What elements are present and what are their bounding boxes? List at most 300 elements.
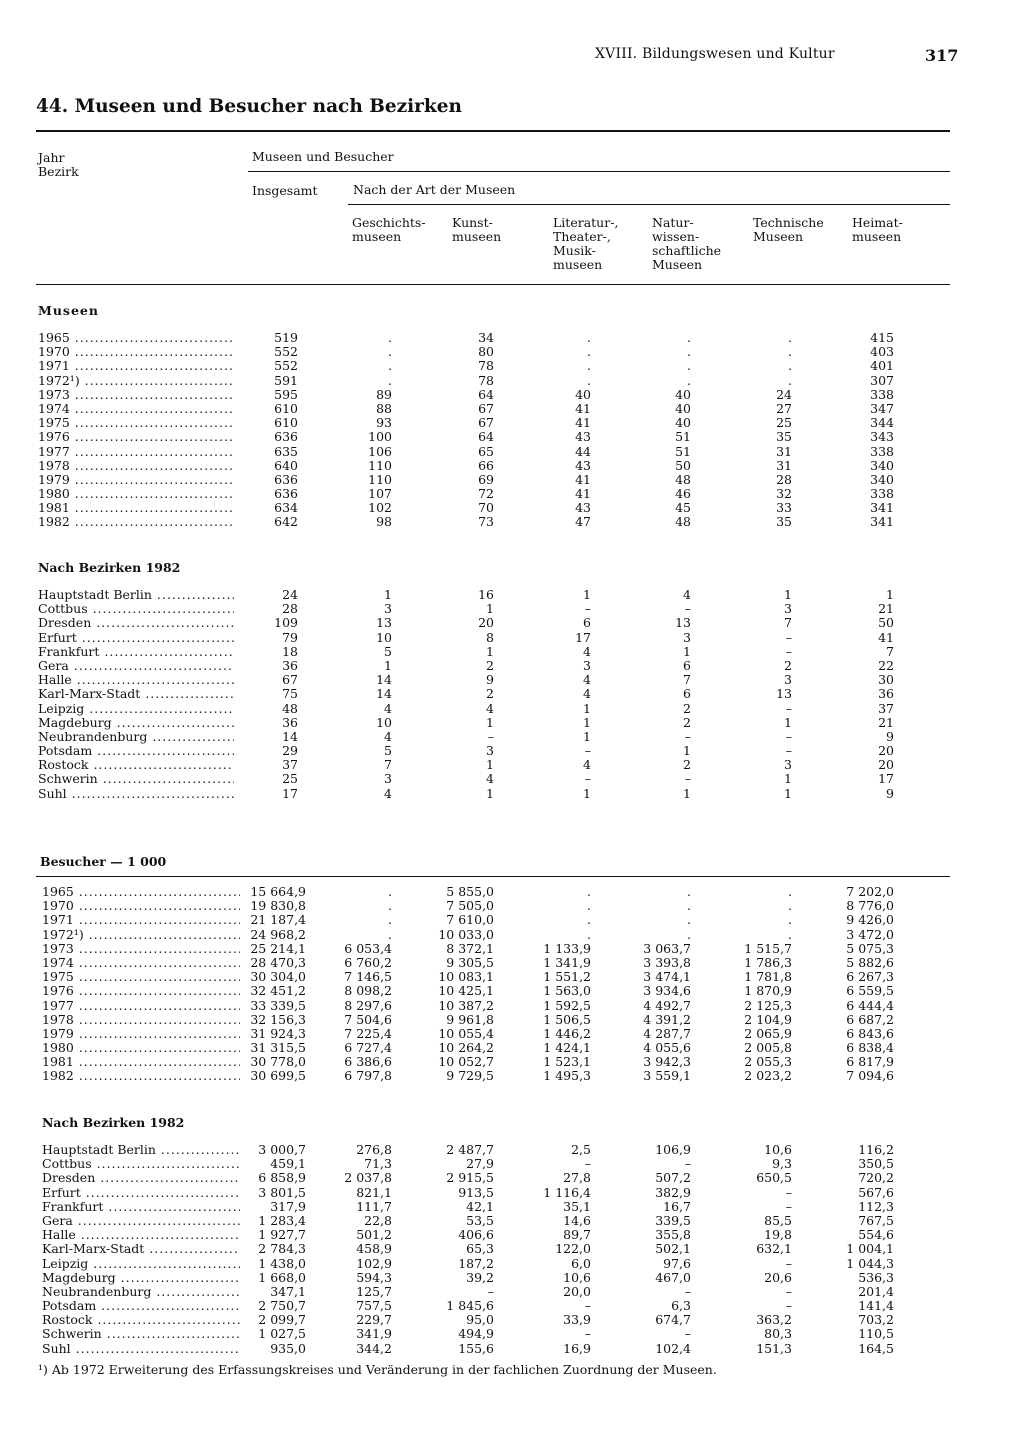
cell-heimatmuseen: 1 bbox=[886, 587, 894, 602]
cell-insgesamt: 30 778,0 bbox=[250, 1054, 306, 1070]
cell-kunstmuseen: 9 bbox=[486, 672, 494, 688]
cell-technische-museen: 27 bbox=[776, 400, 792, 416]
cell-heimatmuseen: 201,4 bbox=[858, 1283, 894, 1299]
row-label: 1973 ..... bbox=[42, 942, 240, 956]
cell-insgesamt: 635 bbox=[274, 443, 298, 459]
cell-literatur-theater-musikmuseen: 4 bbox=[583, 757, 591, 773]
table-row bbox=[0, 616, 1024, 630]
cell-heimatmuseen: 536,3 bbox=[858, 1269, 894, 1285]
cell-literatur-theater-musikmuseen: 4 bbox=[583, 686, 591, 702]
cell-literatur-theater-musikmuseen: 1 bbox=[583, 587, 591, 602]
cell-naturwissenschaftliche-museen: 3 559,1 bbox=[643, 1068, 691, 1084]
cell-geschichtsmuseen: 344,2 bbox=[356, 1340, 392, 1356]
cell-geschichtsmuseen: 110 bbox=[368, 471, 392, 487]
cell-technische-museen: – bbox=[785, 743, 792, 759]
cell-geschichtsmuseen: 102,9 bbox=[356, 1255, 392, 1271]
cell-geschichtsmuseen: 5 bbox=[384, 643, 392, 659]
table-row bbox=[0, 1186, 1024, 1200]
cell-geschichtsmuseen: 107 bbox=[368, 486, 392, 502]
cell-geschichtsmuseen: 88 bbox=[376, 400, 392, 416]
cell-technische-museen: – bbox=[785, 1255, 792, 1271]
cell-literatur-theater-musikmuseen: 41 bbox=[575, 471, 591, 487]
cell-insgesamt: 75 bbox=[282, 686, 298, 702]
table-row bbox=[0, 1200, 1024, 1214]
cell-kunstmuseen: 34 bbox=[478, 330, 494, 345]
cell-heimatmuseen: 21 bbox=[878, 601, 894, 617]
cell-kunstmuseen: 187,2 bbox=[458, 1255, 494, 1271]
cell-naturwissenschaftliche-museen: 4 055,6 bbox=[643, 1040, 691, 1056]
cell-naturwissenschaftliche-museen: 2 bbox=[683, 714, 691, 730]
cell-technische-museen: 28 bbox=[776, 471, 792, 487]
cell-geschichtsmuseen: 14 bbox=[376, 672, 392, 688]
cell-insgesamt: 591 bbox=[274, 372, 298, 388]
cell-kunstmuseen: 16 bbox=[478, 587, 494, 602]
table-row bbox=[0, 1069, 1024, 1083]
cell-heimatmuseen: 338 bbox=[870, 443, 894, 459]
row-label: Hauptstadt Berlin ..... bbox=[42, 1143, 240, 1157]
row-label: Leipzig ..... bbox=[42, 1257, 240, 1271]
cell-technische-museen: 35 bbox=[776, 429, 792, 445]
row-label: 1982 ..... bbox=[38, 515, 234, 529]
cell-heimatmuseen: 8 776,0 bbox=[846, 898, 894, 914]
cell-kunstmuseen: 64 bbox=[478, 429, 494, 445]
table-row bbox=[0, 1171, 1024, 1185]
table-row bbox=[0, 602, 1024, 616]
row-label: Frankfurt ..... bbox=[38, 645, 234, 659]
cell-heimatmuseen: 341 bbox=[870, 500, 894, 516]
cell-naturwissenschaftliche-museen: 16,7 bbox=[663, 1198, 691, 1214]
cell-naturwissenschaftliche-museen: . bbox=[687, 884, 691, 899]
cell-literatur-theater-musikmuseen: 1 116,4 bbox=[543, 1184, 591, 1200]
cell-geschichtsmuseen: 98 bbox=[376, 514, 392, 530]
cell-insgesamt: 1 438,0 bbox=[258, 1255, 306, 1271]
cell-kunstmuseen: – bbox=[487, 1283, 494, 1299]
group-rule bbox=[248, 171, 950, 172]
cell-insgesamt: 36 bbox=[282, 714, 298, 730]
cell-naturwissenschaftliche-museen: 3 934,6 bbox=[643, 983, 691, 999]
cell-insgesamt: 17 bbox=[282, 785, 298, 801]
cell-literatur-theater-musikmuseen: 122,0 bbox=[555, 1241, 591, 1257]
cell-heimatmuseen: 1 004,1 bbox=[846, 1241, 894, 1257]
cell-kunstmuseen: 1 bbox=[486, 757, 494, 773]
besucher-bezirke-table bbox=[0, 1143, 1024, 1356]
cell-technische-museen: 650,5 bbox=[756, 1170, 792, 1186]
museen-years-table bbox=[0, 331, 1024, 530]
cell-naturwissenschaftliche-museen: 46 bbox=[675, 486, 691, 502]
section-museen: Museen bbox=[38, 303, 99, 318]
cell-literatur-theater-musikmuseen: 1 506,5 bbox=[543, 1011, 591, 1027]
table-row bbox=[0, 1313, 1024, 1327]
cell-heimatmuseen: 720,2 bbox=[858, 1170, 894, 1186]
table-row bbox=[0, 359, 1024, 373]
cell-geschichtsmuseen: 89 bbox=[376, 386, 392, 402]
cell-naturwissenschaftliche-museen: 3 bbox=[683, 629, 691, 645]
header-technische-museen: Technische Museen bbox=[753, 215, 824, 244]
cell-geschichtsmuseen: . bbox=[388, 884, 392, 899]
cell-geschichtsmuseen: 4 bbox=[384, 700, 392, 716]
cell-heimatmuseen: 116,2 bbox=[858, 1142, 894, 1157]
header-insgesamt: Insgesamt bbox=[252, 183, 318, 198]
table-row bbox=[0, 970, 1024, 984]
table-row bbox=[0, 687, 1024, 701]
table-row bbox=[0, 956, 1024, 970]
table-row bbox=[0, 913, 1024, 927]
cell-literatur-theater-musikmuseen: 6 bbox=[583, 615, 591, 631]
cell-literatur-theater-musikmuseen: – bbox=[584, 743, 591, 759]
row-label: Leipzig ..... bbox=[38, 702, 234, 716]
cell-literatur-theater-musikmuseen: . bbox=[587, 330, 591, 345]
cell-technische-museen: – bbox=[785, 643, 792, 659]
cell-kunstmuseen: 155,6 bbox=[458, 1340, 494, 1356]
row-label: Erfurt ..... bbox=[38, 631, 234, 645]
cell-naturwissenschaftliche-museen: . bbox=[687, 372, 691, 388]
cell-technische-museen: 24 bbox=[776, 386, 792, 402]
cell-naturwissenschaftliche-museen: 48 bbox=[675, 514, 691, 530]
cell-technische-museen: 1 786,3 bbox=[744, 954, 792, 970]
cell-insgesamt: 552 bbox=[274, 358, 298, 374]
cell-geschichtsmuseen: 458,9 bbox=[356, 1241, 392, 1257]
cell-literatur-theater-musikmuseen: 41 bbox=[575, 486, 591, 502]
cell-technische-museen: – bbox=[785, 1184, 792, 1200]
table-row bbox=[0, 402, 1024, 416]
cell-technische-museen: 10,6 bbox=[764, 1142, 792, 1157]
cell-naturwissenschaftliche-museen: . bbox=[687, 358, 691, 374]
cell-insgesamt: 32 156,3 bbox=[250, 1011, 306, 1027]
cell-naturwissenschaftliche-museen: 4 391,2 bbox=[643, 1011, 691, 1027]
cell-insgesamt: 25 214,1 bbox=[250, 940, 306, 956]
cell-heimatmuseen: 30 bbox=[878, 672, 894, 688]
cell-heimatmuseen: 5 075,3 bbox=[846, 940, 894, 956]
cell-geschichtsmuseen: . bbox=[388, 358, 392, 374]
cell-kunstmuseen: 406,6 bbox=[458, 1227, 494, 1243]
table-row bbox=[0, 374, 1024, 388]
cell-technische-museen: – bbox=[785, 1283, 792, 1299]
cell-geschichtsmuseen: 125,7 bbox=[356, 1283, 392, 1299]
cell-heimatmuseen: 3 472,0 bbox=[846, 926, 894, 942]
table-row bbox=[0, 388, 1024, 402]
page-header bbox=[0, 46, 1024, 70]
cell-naturwissenschaftliche-museen: 674,7 bbox=[655, 1312, 691, 1328]
table-row bbox=[0, 445, 1024, 459]
cell-heimatmuseen: 36 bbox=[878, 686, 894, 702]
cell-technische-museen: . bbox=[788, 898, 792, 914]
row-label: 1975 ..... bbox=[38, 416, 234, 430]
cell-kunstmuseen: 69 bbox=[478, 471, 494, 487]
cell-insgesamt: 347,1 bbox=[270, 1283, 306, 1299]
cell-insgesamt: 31 315,5 bbox=[250, 1040, 306, 1056]
row-label: Neubrandenburg ..... bbox=[38, 730, 234, 744]
cell-naturwissenschaftliche-museen: 1 bbox=[683, 785, 691, 801]
cell-kunstmuseen: 42,1 bbox=[466, 1198, 494, 1214]
cell-technische-museen: 80,3 bbox=[764, 1326, 792, 1342]
cell-kunstmuseen: 10 264,2 bbox=[438, 1040, 494, 1056]
cell-heimatmuseen: 340 bbox=[870, 471, 894, 487]
cell-literatur-theater-musikmuseen: 1 563,0 bbox=[543, 983, 591, 999]
table-row bbox=[0, 1327, 1024, 1341]
cell-literatur-theater-musikmuseen: 40 bbox=[575, 386, 591, 402]
table-row bbox=[0, 430, 1024, 444]
cell-technische-museen: . bbox=[788, 344, 792, 360]
cell-literatur-theater-musikmuseen: 43 bbox=[575, 429, 591, 445]
cell-naturwissenschaftliche-museen: – bbox=[684, 1283, 691, 1299]
cell-insgesamt: 1 927,7 bbox=[258, 1227, 306, 1243]
cell-technische-museen: 32 bbox=[776, 486, 792, 502]
cell-geschichtsmuseen: 6 727,4 bbox=[344, 1040, 392, 1056]
cell-literatur-theater-musikmuseen: 20,0 bbox=[563, 1283, 591, 1299]
cell-geschichtsmuseen: 7 225,4 bbox=[344, 1025, 392, 1041]
cell-technische-museen: 31 bbox=[776, 457, 792, 473]
cell-kunstmuseen: 73 bbox=[478, 514, 494, 530]
cell-heimatmuseen: 6 559,5 bbox=[846, 983, 894, 999]
row-label: 1979 ..... bbox=[38, 473, 234, 487]
cell-geschichtsmuseen: 7 bbox=[384, 757, 392, 773]
cell-heimatmuseen: 6 843,6 bbox=[846, 1025, 894, 1041]
cell-kunstmuseen: 10 033,0 bbox=[438, 926, 494, 942]
row-label: 1980 ..... bbox=[42, 1041, 240, 1055]
art-rule bbox=[348, 204, 950, 205]
cell-kunstmuseen: 2 bbox=[486, 686, 494, 702]
cell-insgesamt: 935,0 bbox=[270, 1340, 306, 1356]
cell-literatur-theater-musikmuseen: 44 bbox=[575, 443, 591, 459]
cell-kunstmuseen: 10 083,1 bbox=[438, 969, 494, 985]
cell-kunstmuseen: 53,5 bbox=[466, 1212, 494, 1228]
cell-kunstmuseen: 5 855,0 bbox=[446, 884, 494, 899]
row-label: Schwerin ..... bbox=[42, 1327, 240, 1341]
row-label: Neubrandenburg ..... bbox=[42, 1285, 240, 1299]
cell-heimatmuseen: 9 426,0 bbox=[846, 912, 894, 928]
cell-heimatmuseen: 7 bbox=[886, 643, 894, 659]
cell-technische-museen: – bbox=[785, 1198, 792, 1214]
cell-heimatmuseen: 344 bbox=[870, 415, 894, 431]
cell-insgesamt: 6 858,9 bbox=[258, 1170, 306, 1186]
cell-heimatmuseen: 9 bbox=[886, 785, 894, 801]
cell-geschichtsmuseen: 14 bbox=[376, 686, 392, 702]
cell-naturwissenschaftliche-museen: 3 063,7 bbox=[643, 940, 691, 956]
table-row bbox=[0, 659, 1024, 673]
cell-literatur-theater-musikmuseen: 89,7 bbox=[563, 1227, 591, 1243]
cell-heimatmuseen: 567,6 bbox=[858, 1184, 894, 1200]
cell-literatur-theater-musikmuseen: 1 341,9 bbox=[543, 954, 591, 970]
cell-naturwissenschaftliche-museen: – bbox=[684, 1326, 691, 1342]
table-row bbox=[0, 984, 1024, 998]
cell-naturwissenschaftliche-museen: 6,3 bbox=[671, 1298, 691, 1314]
top-rule bbox=[36, 130, 950, 132]
cell-naturwissenschaftliche-museen: 40 bbox=[675, 400, 691, 416]
cell-literatur-theater-musikmuseen: . bbox=[587, 912, 591, 928]
cell-insgesamt: 24 968,2 bbox=[250, 926, 306, 942]
table-row bbox=[0, 1299, 1024, 1313]
cell-technische-museen: – bbox=[785, 700, 792, 716]
cell-literatur-theater-musikmuseen: 1 bbox=[583, 728, 591, 744]
cell-heimatmuseen: 347 bbox=[870, 400, 894, 416]
cell-literatur-theater-musikmuseen: 1 bbox=[583, 714, 591, 730]
cell-literatur-theater-musikmuseen: . bbox=[587, 358, 591, 374]
cell-kunstmuseen: 66 bbox=[478, 457, 494, 473]
cell-geschichtsmuseen: 7 146,5 bbox=[344, 969, 392, 985]
cell-geschichtsmuseen: 6 760,2 bbox=[344, 954, 392, 970]
cell-heimatmuseen: 37 bbox=[878, 700, 894, 716]
row-label: 1971 ..... bbox=[42, 913, 240, 927]
cell-naturwissenschaftliche-museen: 106,9 bbox=[655, 1142, 691, 1157]
cell-literatur-theater-musikmuseen: 1 bbox=[583, 700, 591, 716]
header-art: Nach der Art der Museen bbox=[353, 182, 516, 197]
cell-insgesamt: 634 bbox=[274, 500, 298, 516]
cell-kunstmuseen: 8 bbox=[486, 629, 494, 645]
cell-naturwissenschaftliche-museen: . bbox=[687, 912, 691, 928]
cell-kunstmuseen: – bbox=[487, 728, 494, 744]
cell-heimatmuseen: 22 bbox=[878, 657, 894, 673]
cell-technische-museen: 2 055,3 bbox=[744, 1054, 792, 1070]
cell-kunstmuseen: 4 bbox=[486, 771, 494, 787]
cell-literatur-theater-musikmuseen: 16,9 bbox=[563, 1340, 591, 1356]
cell-insgesamt: 636 bbox=[274, 429, 298, 445]
cell-insgesamt: 19 830,8 bbox=[250, 898, 306, 914]
cell-geschichtsmuseen: 93 bbox=[376, 415, 392, 431]
row-label: 1974 ..... bbox=[42, 956, 240, 970]
cell-literatur-theater-musikmuseen: . bbox=[587, 898, 591, 914]
cell-kunstmuseen: 10 387,2 bbox=[438, 997, 494, 1013]
table-row bbox=[0, 885, 1024, 899]
cell-geschichtsmuseen: 3 bbox=[384, 601, 392, 617]
table-row bbox=[0, 1285, 1024, 1299]
cell-naturwissenschaftliche-museen: 1 bbox=[683, 743, 691, 759]
cell-literatur-theater-musikmuseen: 1 bbox=[583, 785, 591, 801]
cell-insgesamt: 3 000,7 bbox=[258, 1142, 306, 1157]
cell-heimatmuseen: 6 687,2 bbox=[846, 1011, 894, 1027]
cell-literatur-theater-musikmuseen: 43 bbox=[575, 457, 591, 473]
header-kunstmuseen: Kunst- museen bbox=[452, 215, 502, 244]
cell-insgesamt: 24 bbox=[282, 587, 298, 602]
cell-technische-museen: 1 781,8 bbox=[744, 969, 792, 985]
cell-insgesamt: 642 bbox=[274, 514, 298, 530]
cell-kunstmuseen: 67 bbox=[478, 400, 494, 416]
cell-literatur-theater-musikmuseen: 14,6 bbox=[563, 1212, 591, 1228]
cell-naturwissenschaftliche-museen: 40 bbox=[675, 386, 691, 402]
header-geschichtsmuseen: Geschichts- museen bbox=[352, 215, 426, 244]
cell-heimatmuseen: 767,5 bbox=[858, 1212, 894, 1228]
cell-naturwissenschaftliche-museen: 51 bbox=[675, 429, 691, 445]
cell-heimatmuseen: 343 bbox=[870, 429, 894, 445]
header-bottom-rule bbox=[36, 284, 950, 285]
row-label: Halle ..... bbox=[38, 673, 234, 687]
cell-kunstmuseen: 2 487,7 bbox=[446, 1142, 494, 1157]
cell-insgesamt: 29 bbox=[282, 743, 298, 759]
cell-geschichtsmuseen: 757,5 bbox=[356, 1298, 392, 1314]
cell-heimatmuseen: 338 bbox=[870, 386, 894, 402]
row-label: Karl-Marx-Stadt ..... bbox=[38, 687, 234, 701]
cell-insgesamt: 109 bbox=[274, 615, 298, 631]
cell-geschichtsmuseen: . bbox=[388, 330, 392, 345]
cell-insgesamt: 636 bbox=[274, 471, 298, 487]
table-row bbox=[0, 345, 1024, 359]
cell-literatur-theater-musikmuseen: 1 523,1 bbox=[543, 1054, 591, 1070]
cell-insgesamt: 1 668,0 bbox=[258, 1269, 306, 1285]
cell-kunstmuseen: 39,2 bbox=[466, 1269, 494, 1285]
cell-technische-museen: 1 870,9 bbox=[744, 983, 792, 999]
cell-insgesamt: 636 bbox=[274, 486, 298, 502]
row-label: 1971 ..... bbox=[38, 359, 234, 373]
table-row bbox=[0, 473, 1024, 487]
cell-insgesamt: 28 bbox=[282, 601, 298, 617]
page-number: 317 bbox=[925, 46, 959, 65]
cell-kunstmuseen: 70 bbox=[478, 500, 494, 516]
cell-insgesamt: 1 027,5 bbox=[258, 1326, 306, 1342]
row-label: Magdeburg ..... bbox=[38, 716, 234, 730]
row-label: Suhl ..... bbox=[42, 1342, 240, 1356]
cell-heimatmuseen: 5 882,6 bbox=[846, 954, 894, 970]
cell-technische-museen: 2 104,9 bbox=[744, 1011, 792, 1027]
cell-literatur-theater-musikmuseen: – bbox=[584, 1156, 591, 1172]
table-row bbox=[0, 1342, 1024, 1356]
cell-kunstmuseen: 10 052,7 bbox=[438, 1054, 494, 1070]
besucher-years-table bbox=[0, 885, 1024, 1084]
row-label: Karl-Marx-Stadt ..... bbox=[42, 1242, 240, 1256]
header-jahr: Jahr bbox=[38, 150, 65, 165]
cell-kunstmuseen: 1 bbox=[486, 714, 494, 730]
cell-technische-museen: 19,8 bbox=[764, 1227, 792, 1243]
cell-naturwissenschaftliche-museen: 51 bbox=[675, 443, 691, 459]
cell-kunstmuseen: 1 bbox=[486, 643, 494, 659]
table-row bbox=[0, 716, 1024, 730]
table-row bbox=[0, 772, 1024, 786]
besucher-rule bbox=[36, 876, 950, 877]
cell-geschichtsmuseen: 6 053,4 bbox=[344, 940, 392, 956]
cell-literatur-theater-musikmuseen: 35,1 bbox=[563, 1198, 591, 1214]
cell-technische-museen: . bbox=[788, 372, 792, 388]
cell-heimatmuseen: 20 bbox=[878, 757, 894, 773]
cell-technische-museen: 632,1 bbox=[756, 1241, 792, 1257]
cell-literatur-theater-musikmuseen: 4 bbox=[583, 672, 591, 688]
cell-naturwissenschaftliche-museen: 45 bbox=[675, 500, 691, 516]
cell-kunstmuseen: 64 bbox=[478, 386, 494, 402]
cell-heimatmuseen: 164,5 bbox=[858, 1340, 894, 1356]
cell-technische-museen: 1 bbox=[784, 785, 792, 801]
cell-technische-museen: 363,2 bbox=[756, 1312, 792, 1328]
cell-geschichtsmuseen: 594,3 bbox=[356, 1269, 392, 1285]
cell-kunstmuseen: 78 bbox=[478, 358, 494, 374]
cell-technische-museen: 1 bbox=[784, 587, 792, 602]
table-row bbox=[0, 631, 1024, 645]
cell-geschichtsmuseen: 501,2 bbox=[356, 1227, 392, 1243]
cell-naturwissenschaftliche-museen: 48 bbox=[675, 471, 691, 487]
cell-literatur-theater-musikmuseen: – bbox=[584, 1298, 591, 1314]
cell-kunstmuseen: 7 505,0 bbox=[446, 898, 494, 914]
table-row bbox=[0, 787, 1024, 801]
table-row bbox=[0, 744, 1024, 758]
cell-kunstmuseen: 95,0 bbox=[466, 1312, 494, 1328]
cell-insgesamt: 459,1 bbox=[270, 1156, 306, 1172]
cell-geschichtsmuseen: 4 bbox=[384, 728, 392, 744]
cell-insgesamt: 32 451,2 bbox=[250, 983, 306, 999]
cell-technische-museen: . bbox=[788, 330, 792, 345]
cell-technische-museen: 3 bbox=[784, 672, 792, 688]
row-label: Dresden ..... bbox=[38, 616, 234, 630]
cell-literatur-theater-musikmuseen: 1 446,2 bbox=[543, 1025, 591, 1041]
cell-literatur-theater-musikmuseen: 1 551,2 bbox=[543, 969, 591, 985]
cell-naturwissenschaftliche-museen: 1 bbox=[683, 643, 691, 659]
cell-literatur-theater-musikmuseen: 1 592,5 bbox=[543, 997, 591, 1013]
cell-geschichtsmuseen: 7 504,6 bbox=[344, 1011, 392, 1027]
cell-heimatmuseen: 21 bbox=[878, 714, 894, 730]
cell-heimatmuseen: 401 bbox=[870, 358, 894, 374]
cell-literatur-theater-musikmuseen: 43 bbox=[575, 500, 591, 516]
cell-naturwissenschaftliche-museen: 382,9 bbox=[655, 1184, 691, 1200]
cell-technische-museen: 33 bbox=[776, 500, 792, 516]
row-label: 1974 ..... bbox=[38, 402, 234, 416]
table-row bbox=[0, 702, 1024, 716]
cell-geschichtsmuseen: 1 bbox=[384, 587, 392, 602]
cell-geschichtsmuseen: 13 bbox=[376, 615, 392, 631]
